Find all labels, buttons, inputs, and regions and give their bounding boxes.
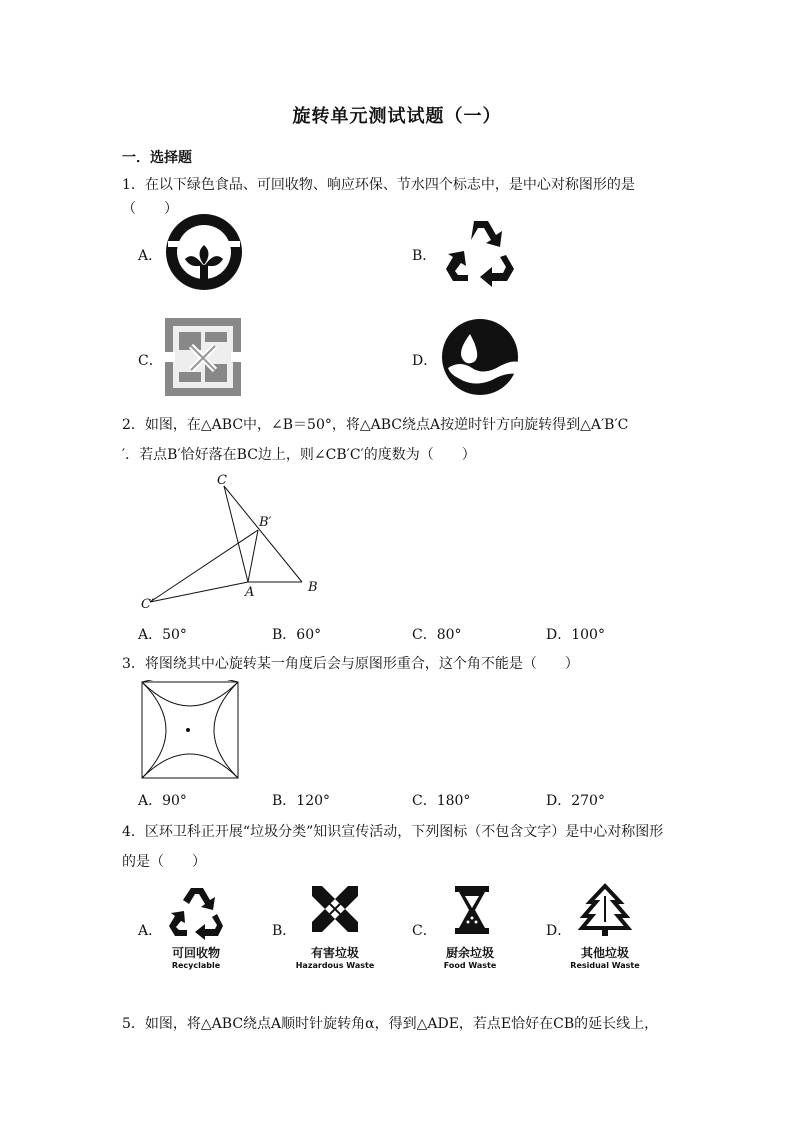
question-4-line-1: 4．区环卫科正开展“垃圾分类”知识宣传活动，下列图标（不包含文字）是中心对称图形 [122, 824, 664, 840]
q1-option-c-label[interactable]: C． [138, 353, 163, 369]
page-title: 旋转单元测试试题（一） [292, 106, 502, 127]
residual-en-caption: Residual Waste [570, 961, 640, 970]
q4-option-c-label[interactable]: C． [412, 923, 437, 939]
recycle-arrows-icon [440, 211, 522, 293]
recyclable-cn-caption: 可回收物 [171, 946, 220, 960]
edge-ab-prime [248, 530, 258, 582]
question-2-line-1: 2．如图，在△ABC中，∠B＝50°，将△ABC绕点A按逆时针方向旋转得到△A′B′C [122, 417, 629, 433]
point-b-label: B [308, 580, 318, 595]
question-5-text: 5．如图，将△ABC绕点A顺时针旋转角α，得到△ADE，若点E恰好在CB的延长线上， [122, 1016, 659, 1032]
square-arcs-figure [140, 680, 240, 780]
question-3-text: 3．将图绕其中心旋转某一角度后会与原图形重合，这个角不能是（ ） [122, 656, 579, 672]
hazardous-waste-icon [300, 882, 370, 942]
q3-choice-a[interactable]: A．90° [138, 793, 187, 809]
recyclable-icon [163, 882, 233, 942]
food-waste-cn-caption: 厨余垃圾 [445, 946, 494, 960]
q1-option-b-label[interactable]: B． [412, 248, 437, 264]
q3-choice-c[interactable]: C．180° [412, 793, 471, 809]
q4-option-d-label[interactable]: D． [546, 923, 572, 939]
point-b-prime-label: B′ [259, 515, 272, 530]
hazardous-cn-caption: 有害垃圾 [310, 946, 359, 960]
point-c-prime-label: C′ [141, 597, 154, 612]
food-waste-en-caption: Food Waste [443, 961, 497, 970]
q2-choice-b[interactable]: B．60° [272, 627, 322, 643]
q3-choice-b[interactable]: B．120° [272, 793, 331, 809]
q1-option-d-label[interactable]: D． [412, 353, 438, 369]
point-a-label: A [245, 585, 255, 600]
hazardous-en-caption: Hazardous Waste [295, 961, 375, 970]
q4-option-b-label[interactable]: B． [272, 923, 297, 939]
q3-choice-d[interactable]: D．270° [546, 793, 605, 809]
section-heading: 一．选择题 [122, 150, 192, 166]
question-1-text: 1．在以下绿色食品、可回收物、响应环保、节水四个标志中，是中心对称图形的是（ ） [122, 177, 635, 217]
question-2-line-2: ′．若点B′恰好落在BC边上，则∠CB′C′的度数为（ ） [122, 447, 476, 463]
q1-option-a-label[interactable]: A． [138, 248, 163, 264]
residual-cn-caption: 其他垃圾 [580, 946, 629, 960]
water-saving-logo-icon [440, 316, 520, 398]
q2-choice-a[interactable]: A．50° [138, 627, 187, 643]
question-4-line-2: 的是（ ） [122, 854, 206, 870]
q2-choice-c[interactable]: C．80° [412, 627, 462, 643]
point-c-label: C [217, 473, 227, 488]
q4-option-a-label[interactable]: A． [138, 923, 163, 939]
recyclable-en-caption: Recyclable [171, 961, 221, 970]
green-food-logo-icon [163, 211, 245, 293]
residual-waste-icon [570, 882, 640, 942]
q2-choice-d[interactable]: D．100° [546, 627, 605, 643]
food-waste-icon [437, 882, 507, 942]
environment-logo-icon [163, 316, 243, 398]
